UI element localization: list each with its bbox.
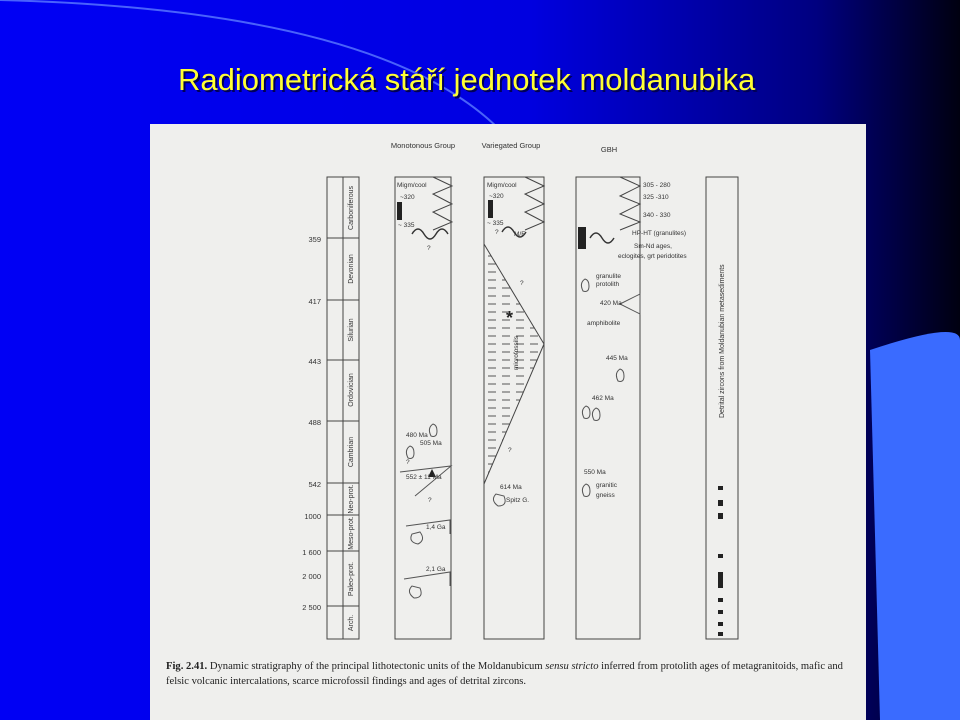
gbh-550: 550 Ma bbox=[584, 469, 606, 476]
var-335: ~ 335 bbox=[487, 220, 504, 227]
period-label: Paleo-prot. bbox=[348, 561, 355, 597]
period-label: Meso-prot. bbox=[348, 516, 355, 550]
var-q2: ? bbox=[520, 280, 524, 287]
var-q3: ? bbox=[508, 447, 512, 454]
age-label: 417 bbox=[308, 297, 321, 306]
variegated-column bbox=[484, 177, 544, 639]
asterisk-icon: * bbox=[506, 308, 514, 328]
var-320: ~320 bbox=[489, 193, 504, 200]
age-label: 1 600 bbox=[302, 548, 321, 557]
decorative-swoosh bbox=[870, 332, 960, 720]
mono-q3: ? bbox=[428, 497, 432, 504]
stratigraphy-figure bbox=[150, 124, 866, 720]
mono-505: 505 Ma bbox=[420, 440, 442, 447]
age-label: 359 bbox=[308, 235, 321, 244]
mono-14ga: 1,4 Ga bbox=[426, 524, 446, 531]
period-label: Devonian bbox=[348, 254, 355, 284]
mono-480: 480 Ma bbox=[406, 432, 428, 439]
slide-title: Radiometrická stáří jednotek moldanubika bbox=[178, 62, 756, 97]
period-label: Arch. bbox=[348, 614, 355, 632]
caption-text-2: inferred from protolith ages of metagranitoids, mafic and felsic volcanic intercalations, scarce microfossil findings and ages of detrital zircons. bbox=[166, 661, 843, 687]
header-monotonous: Monotonous Group bbox=[390, 141, 456, 150]
var-spitz: Spitz G. bbox=[506, 497, 530, 504]
mono-q1: ? bbox=[427, 245, 431, 252]
mono-552: 552 ± 11 Ma bbox=[406, 474, 442, 481]
gbh-hpht: HP-HT (granulites) bbox=[632, 230, 687, 237]
gbh-granulite: granulite bbox=[596, 273, 621, 280]
mono-q2: ? bbox=[406, 459, 410, 466]
detrital-label: Detrital zircons from Moldanubian metasediments bbox=[719, 264, 726, 418]
age-scale bbox=[302, 235, 321, 612]
period-label: Cambrian bbox=[348, 436, 355, 468]
age-label: 443 bbox=[308, 357, 321, 366]
period-label: Carboniferous bbox=[348, 186, 355, 230]
gbh-range-2: 325 -310 bbox=[643, 194, 669, 201]
gbh-amphibolite: amphibolite bbox=[587, 320, 621, 327]
gbh-smnd: Sm-Nd ages, bbox=[634, 243, 672, 250]
mono-21ga: 2,1 Ga bbox=[426, 566, 446, 573]
gbh-420: 420 Ma bbox=[600, 300, 622, 307]
period-label: Neo-prot. bbox=[348, 484, 355, 514]
mono-migm: Migm/cool bbox=[397, 182, 427, 189]
var-614: 614 Ma bbox=[500, 484, 522, 491]
gbh-range-1: 305 - 280 bbox=[643, 182, 671, 189]
mono-320: ~320 bbox=[400, 194, 415, 201]
gbh-gneiss: gneiss bbox=[596, 492, 615, 499]
age-label: 488 bbox=[308, 418, 321, 427]
var-q1: ? bbox=[495, 229, 499, 236]
gbh-column bbox=[576, 177, 640, 639]
age-label: 2 500 bbox=[302, 603, 321, 612]
figure-caption bbox=[166, 659, 856, 689]
caption-italic: sensu stricto bbox=[545, 661, 599, 672]
gbh-462: 462 Ma bbox=[592, 395, 614, 402]
header-gbh: GBH bbox=[600, 145, 618, 154]
period-label: Silurian bbox=[348, 318, 355, 342]
gbh-range-3: 340 - 330 bbox=[643, 212, 671, 219]
period-label: Ordovician bbox=[348, 373, 355, 407]
gbh-protolith: protolith bbox=[596, 281, 620, 288]
age-label: 2 000 bbox=[302, 572, 321, 581]
var-mf: M/F bbox=[514, 231, 526, 238]
gbh-445: 445 Ma bbox=[606, 355, 628, 362]
header-variegated: Variegated Group bbox=[481, 141, 541, 150]
age-label: 1000 bbox=[304, 512, 321, 521]
gbh-granitic: granitic bbox=[596, 482, 617, 489]
var-migm: Migm/cool bbox=[487, 182, 517, 189]
mono-335: ~ 335 bbox=[398, 222, 415, 229]
gbh-eclogites: eclogites, grt peridotites bbox=[618, 253, 687, 260]
var-microfossils: microfossils bbox=[513, 336, 520, 370]
caption-fig-number: Fig. 2.41. bbox=[166, 661, 208, 672]
caption-text-1: Dynamic stratigraphy of the principal lithotectonic units of the Moldanubicum bbox=[207, 661, 546, 672]
age-label: 542 bbox=[308, 480, 321, 489]
